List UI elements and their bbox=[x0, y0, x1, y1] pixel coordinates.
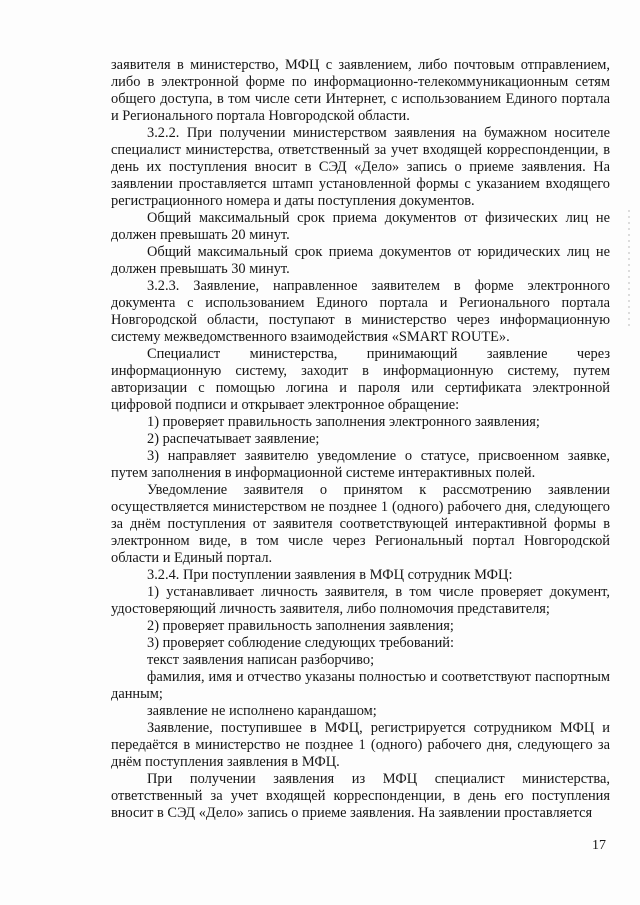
paragraph: 3) проверяет соблюдение следующих требований: bbox=[147, 635, 454, 651]
paragraph: 1) проверяет правильность заполнения электронного заявления; bbox=[147, 414, 540, 430]
paragraph: 2) распечатывает заявление; bbox=[147, 431, 320, 447]
scan-artifact bbox=[628, 210, 630, 330]
paragraph: 3.2.2. При получении министерством заявления на бумажном носителе специалист министерства, ответственный за учет входящей корреспонденции, в день их поступления вносит в СЭД «Дело» запись о приеме заявления. На заявлении проставляется штамп установленной формы с указанием входящего регистрационного номера и даты поступления документов. bbox=[111, 125, 610, 209]
paragraph: Заявление, поступившее в МФЦ, регистрируется сотрудником МФЦ и передаётся в министерство не позднее 1 (одного) рабочего дня, следующего за днём поступления заявления в МФЦ. bbox=[111, 720, 610, 770]
document-body bbox=[111, 57, 610, 822]
paragraph: Общий максимальный срок приема документов от физических лиц не должен превышать 20 минут. bbox=[111, 210, 610, 243]
paragraph: 2) проверяет правильность заполнения заявления; bbox=[147, 618, 454, 634]
paragraph: заявителя в министерство, МФЦ с заявлением, либо почтовым отправлением, либо в электронной форме по информационно-телекоммуникационным сетям общего доступа, в том числе сети Интернет, с использованием Единого портала и Регионального портала Новгородской области. bbox=[111, 57, 610, 124]
paragraph: текст заявления написан разборчиво; bbox=[147, 652, 375, 668]
paragraph: Уведомление заявителя о принятом к рассмотрению заявлении осуществляется министерством не позднее 1 (одного) рабочего дня, следующего за днём поступления от заявителя соответствующей интерактивной формы в электронном виде, в том числе через Региональный портал Новгородской области и Единый портал. bbox=[111, 482, 610, 566]
paragraph: фамилия, имя и отчество указаны полностью и соответствуют паспортным данным; bbox=[111, 669, 610, 702]
paragraph: При получении заявления из МФЦ специалист министерства, ответственный за учет входящей корреспонденции, в день его поступления вносит в СЭД «Дело» запись о приеме заявления. На заявлении проставляется bbox=[111, 771, 610, 821]
paragraph: заявление не исполнено карандашом; bbox=[147, 703, 377, 719]
paragraph: 3.2.3. Заявление, направленное заявителем в форме электронного документа с использованием Единого портала и Регионального портала Новгородской области, поступают в министерство через информационную систему межведомственного взаимодействия «SMART ROUTE». bbox=[111, 278, 610, 345]
page-number: 17 bbox=[592, 838, 606, 853]
paragraph: Общий максимальный срок приема документов от юридических лиц не должен превышать 30 минут. bbox=[111, 244, 610, 277]
paragraph: 3) направляет заявителю уведомление о статусе, присвоенном заявке, путем заполнения в информационной системе интерактивных полей. bbox=[111, 448, 610, 481]
paragraph: 1) устанавливает личность заявителя, в том числе проверяет документ, удостоверяющий личность заявителя, либо полномочия представителя; bbox=[111, 584, 610, 617]
paragraph: 3.2.4. При поступлении заявления в МФЦ сотрудник МФЦ: bbox=[147, 567, 513, 583]
paragraph: Специалист министерства, принимающий заявление через информационную систему, заходит в информационную систему, путем авторизации с помощью логина и пароля или сертификата электронной цифровой подписи и открывает электронное обращение: bbox=[111, 346, 610, 413]
